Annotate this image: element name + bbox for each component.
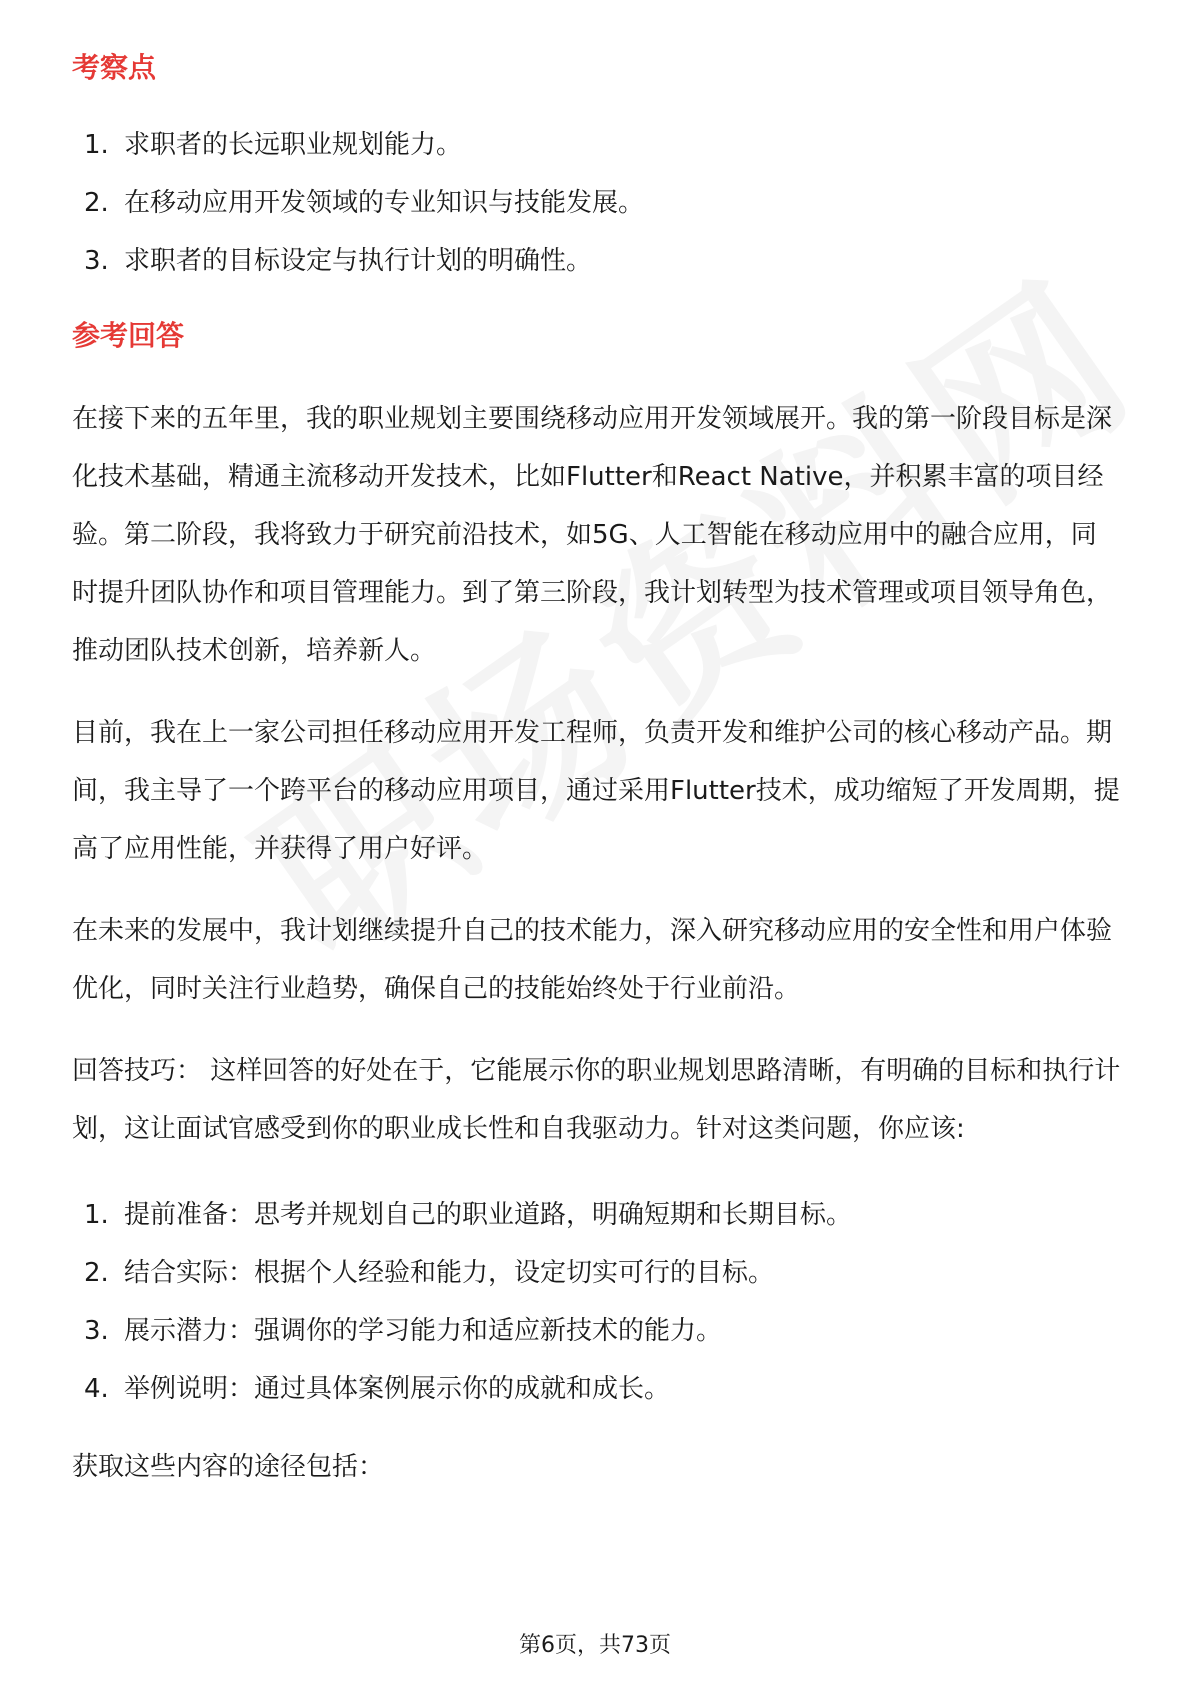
list-item: 1. 提前准备：思考并规划自己的职业道路，明确短期和长期目标。 bbox=[84, 1200, 853, 1230]
focus-list bbox=[72, 116, 1122, 290]
list-item: 2. 结合实际：根据个人经验和能力，设定切实可行的目标。 bbox=[84, 1258, 775, 1288]
answer-paragraph: 在接下来的五年里，我的职业规划主要围绕移动应用开发领域展开。我的第一阶段目标是深化技术基础，精通主流移动开发技术，比如Flutter和React Native，并积累丰富的项目经验。第二阶段，我将致力于研究前沿技术，如5G、人工智能在移动应用中的融合应用，同时提升团队协作和项目管理能力。到了第三阶段，我计划转型为技术管理或项目领导角色，推动团队技术创新，培养新人。 bbox=[72, 404, 1113, 666]
list-item: 1. 求职者的长远职业规划能力。 bbox=[84, 130, 463, 160]
closing-paragraph: 获取这些内容的途径包括： bbox=[72, 1452, 385, 1482]
answer-paragraph: 目前，我在上一家公司担任移动应用开发工程师，负责开发和维护公司的核心移动产品。期间，我主导了一个跨平台的移动应用项目，通过采用Flutter技术，成功缩短了开发周期，提高了应用性能，并获得了用户好评。 bbox=[72, 718, 1120, 864]
document-content bbox=[72, 48, 1122, 1496]
tips-list bbox=[72, 1186, 1122, 1418]
answer-paragraph: 在未来的发展中，我计划继续提升自己的技术能力，深入研究移动应用的安全性和用户体验优化，同时关注行业趋势，确保自己的技能始终处于行业前沿。 bbox=[72, 916, 1113, 1004]
list-item: 3. 展示潜力：强调你的学习能力和适应新技术的能力。 bbox=[84, 1316, 723, 1346]
tips-intro-paragraph: 回答技巧： 这样回答的好处在于，它能展示你的职业规划思路清晰，有明确的目标和执行计划，这让面试官感受到你的职业成长性和自我驱动力。针对这类问题，你应该: bbox=[72, 1056, 1121, 1144]
list-item: 4. 举例说明：通过具体案例展示你的成就和成长。 bbox=[84, 1374, 671, 1404]
list-item: 2. 在移动应用开发领域的专业知识与技能发展。 bbox=[84, 188, 645, 218]
page-number: 第6页，共73页 bbox=[519, 1633, 671, 1658]
list-item: 3. 求职者的目标设定与执行计划的明确性。 bbox=[84, 246, 593, 276]
section-heading-focus: 考察点 bbox=[72, 51, 157, 84]
section-heading-answer: 参考回答 bbox=[72, 319, 185, 352]
